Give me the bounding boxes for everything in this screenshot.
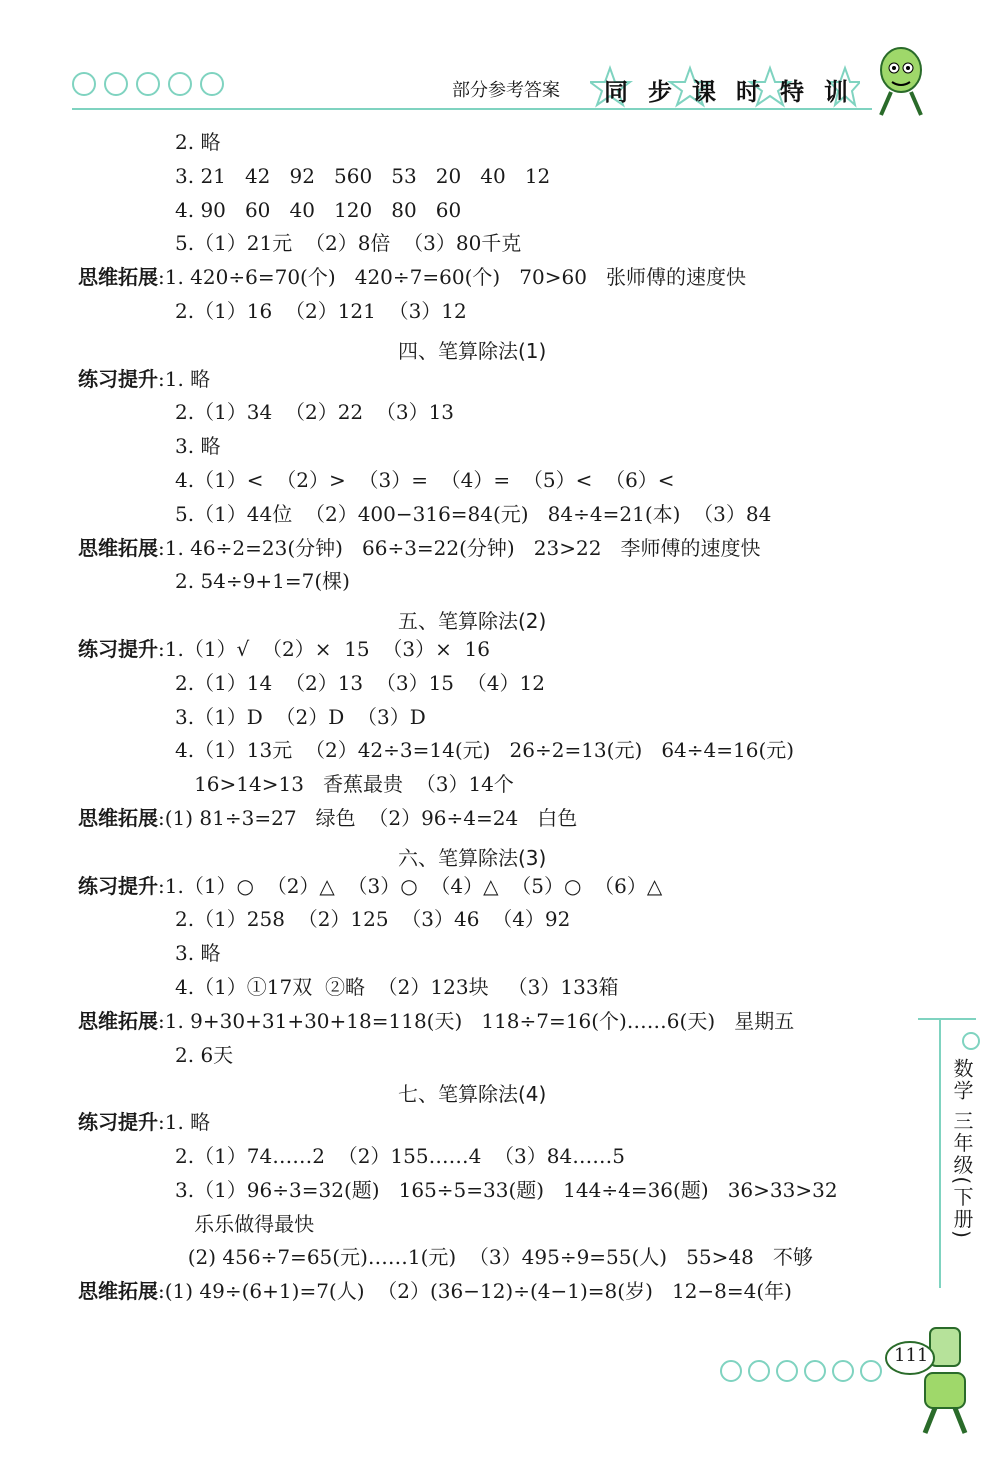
line-text: 2.（1）258 （2）125 （3）46 （4）92 [175,907,571,931]
answer-line [78,365,210,393]
answer-line [175,196,461,224]
line-text: :1. 420÷6=70(个) 420÷7=60(个) 70>60 张师傅的速度快 [158,265,746,289]
side-subject-label: 数学 三年级(下册) [950,1058,974,1240]
answer-line [78,1108,210,1136]
line-text: :1. 9+30+31+30+18=118(天) 118÷7=16(个)……6(天) 星期五 [158,1009,795,1033]
line-text: 4.（1）13元 （2）42÷3=14(元) 26÷2=13(元) 64÷4=16(元) [175,738,795,762]
line-text: 4. 90 60 40 120 80 60 [175,198,462,222]
answer-line [175,905,570,933]
line-label: 思维拓展 [78,1009,158,1033]
header-subtitle: 部分参考答案 [452,80,560,101]
answer-line [175,1142,625,1170]
answer-line [78,872,662,900]
line-text: (2) 456÷7=65(元)……1(元) （3）495÷9=55(人) 55>48 不够 [175,1245,813,1269]
line-text: 3.（1）96÷3=32(题) 165÷5=33(题) 144÷4=36(题) 36>33>32 [175,1178,838,1202]
line-text: 16>14>13 香蕉最贵 （3）14个 [175,772,514,796]
circle-decoration [72,72,96,96]
answer-line [78,534,761,562]
line-label: 练习提升 [78,637,158,661]
line-text: 3. 略 [175,434,221,458]
answer-line [175,297,467,325]
circle-decoration [804,1360,826,1382]
header-circles [72,72,224,96]
answer-line [175,1243,813,1271]
line-label: 练习提升 [78,1110,158,1134]
circle-decoration [776,1360,798,1382]
line-text: 2. 略 [175,130,221,154]
line-label: 思维拓展 [78,1279,158,1303]
answer-line [175,567,350,595]
answer-line [175,939,220,967]
answer-line [175,500,771,528]
line-text: :1.（1）√ （2）× 15 （3）× 16 [158,637,491,661]
answer-line [78,263,746,291]
circle-decoration [860,1360,882,1382]
answer-line [175,466,675,494]
answer-line [78,1277,792,1305]
answer-line [175,1176,838,1204]
answer-line [175,736,794,764]
line-text: :1. 46÷2=23(分钟) 66÷3=22(分钟) 23>22 李师傅的速度快 [158,536,761,560]
answer-line [175,432,220,460]
line-text: 乐乐做得最快 [175,1212,315,1236]
pencil-mascot-icon [866,40,936,120]
answer-line [175,770,514,798]
answer-line [175,703,426,731]
line-label: 思维拓展 [78,806,158,830]
side-rule [939,1018,941,1288]
footer-circles [720,1360,882,1382]
circle-decoration [168,72,192,96]
line-text: 2.（1）14 （2）13 （3）15 （4）12 [175,671,545,695]
line-text: 2.（1）74……2 （2）155……4 （3）84……5 [175,1144,625,1168]
line-text: 2. 6天 [175,1043,234,1067]
line-text: 3. 21 42 92 560 53 20 40 12 [175,164,551,188]
section-heading: 五、笔算除法(2) [398,609,547,633]
circle-decoration [136,72,160,96]
circle-decoration [832,1360,854,1382]
line-text: 5.（1）44位 （2）400−316=84(元) 84÷4=21(本) （3）84 [175,502,772,526]
side-circle-decoration [962,1032,980,1050]
line-text: :1. 略 [158,367,211,391]
line-text: 3.（1）D （2）D （3）D [175,705,426,729]
answer-line [175,973,619,1001]
answer-line [175,229,521,257]
line-text: 5.（1）21元 （2）8倍 （3）80千克 [175,231,522,255]
circle-decoration [104,72,128,96]
line-text: 4.（1）< （2）> （3）= （4）= （5）< （6）< [175,468,675,492]
answer-line [175,398,454,426]
answer-line [175,1041,233,1069]
answer-line [78,1007,794,1035]
section-heading: 七、笔算除法(4) [398,1082,547,1106]
section-heading: 六、笔算除法(3) [398,846,547,870]
line-text: :(1) 81÷3=27 绿色 （2）96÷4=24 白色 [158,806,578,830]
line-label: 练习提升 [78,874,158,898]
line-text: 2.（1）34 （2）22 （3）13 [175,400,455,424]
answer-line [175,128,220,156]
answer-line [175,162,550,190]
line-label: 思维拓展 [78,265,158,289]
line-text: :1. 略 [158,1110,211,1134]
answer-line [78,804,577,832]
line-text: 4.（1）①17双 ②略 （2）123块 （3）133箱 [175,975,619,999]
answer-line [175,669,545,697]
page-number: 111 [894,1345,929,1366]
line-label: 思维拓展 [78,536,158,560]
robot-mascot-icon [880,1318,980,1438]
line-text: :1.（1）○ （2）△ （3）○ （4）△ （5）○ （6）△ [158,874,663,898]
circle-decoration [200,72,224,96]
line-label: 练习提升 [78,367,158,391]
answer-line [175,1210,314,1238]
circle-decoration [748,1360,770,1382]
header-title: 同步课时特训 [604,78,868,106]
section-heading: 四、笔算除法(1) [398,339,547,363]
line-text: 3. 略 [175,941,221,965]
circle-decoration [720,1360,742,1382]
side-rule-top [918,1018,976,1020]
line-text: :(1) 49÷(6+1)=7(人) （2）(36−12)÷(4−1)=8(岁) 12−8=4(年) [158,1279,792,1303]
line-text: 2.（1）16 （2）121 （3）12 [175,299,467,323]
line-text: 2. 54÷9+1=7(棵) [175,569,350,593]
answer-line [78,635,490,663]
